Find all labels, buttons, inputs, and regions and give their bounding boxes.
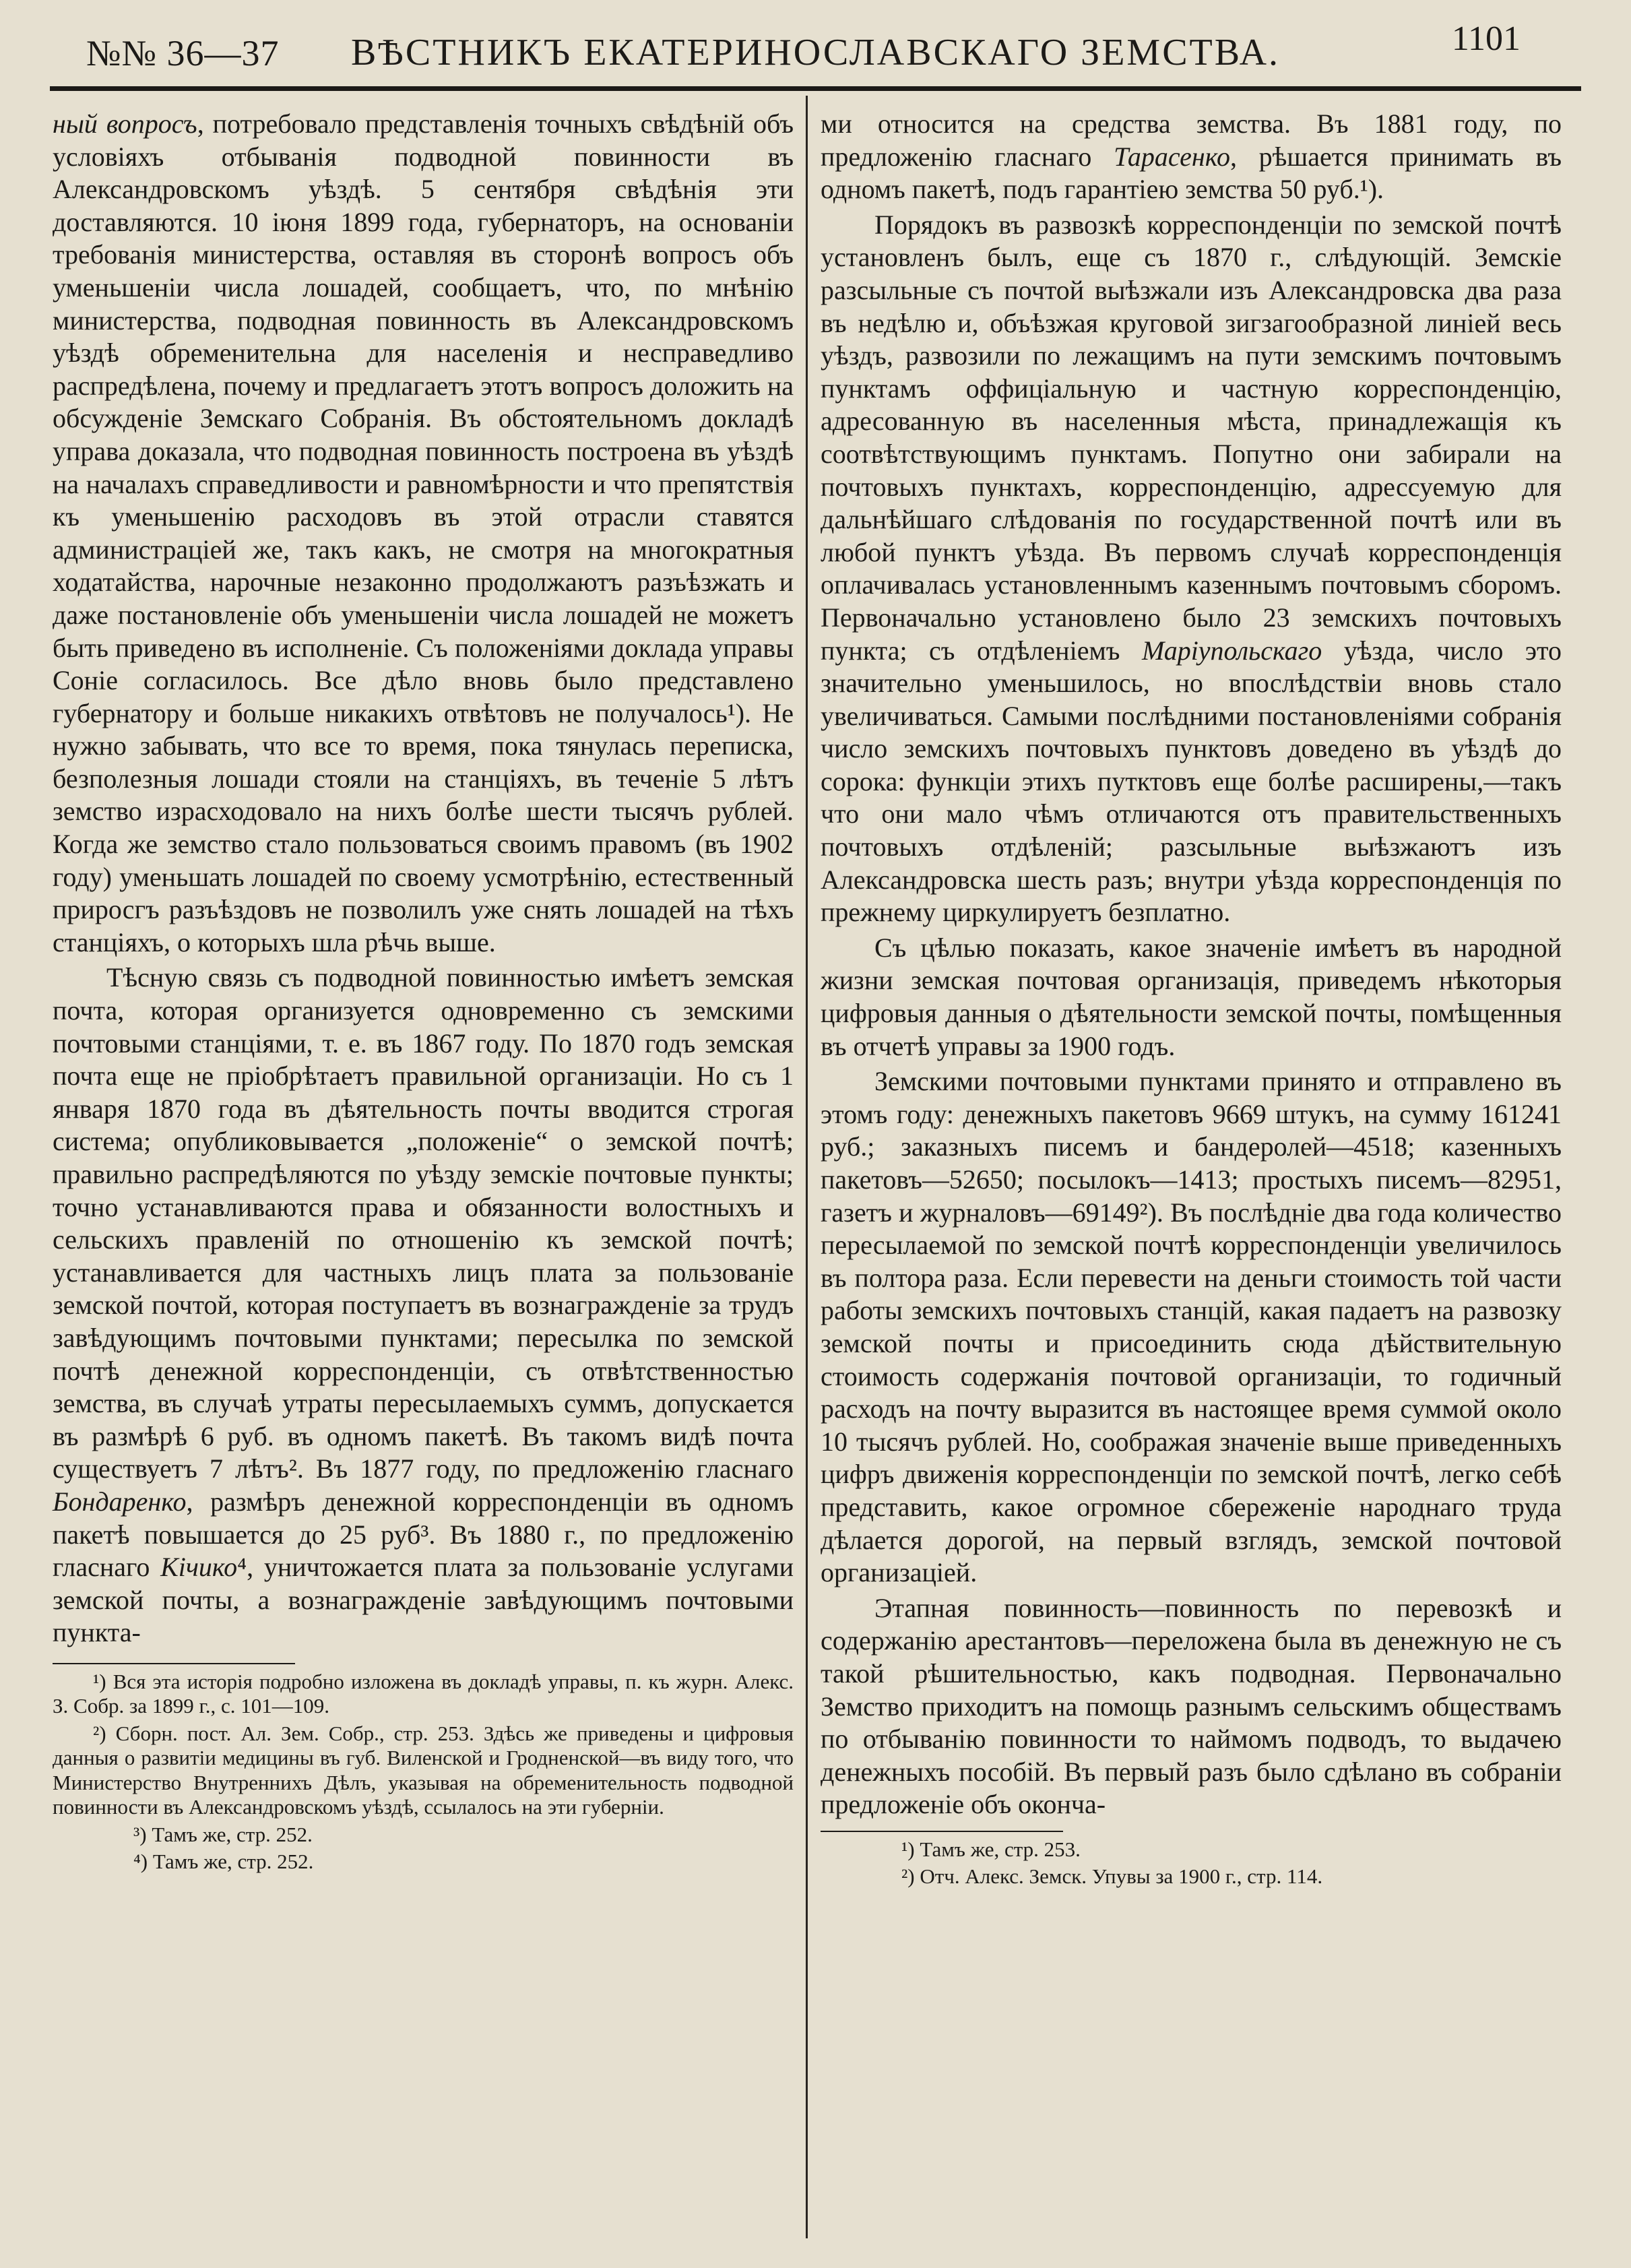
paragraph: [821, 209, 1562, 929]
footnote: ⁴) Тамъ же, стр. 252.: [133, 1850, 314, 1874]
paragraph-text: уѣзда, число это значительно уменьшилось, но впослѣдствіи вновь стало увеличиваться. Самыми послѣдними постановленіями собранія число земскихъ почтовыхъ пунктовъ доведено въ уѣздѣ до сорока: функціи этихъ путктовъ еще болѣе расширены,—такъ что они мало чѣмъ отличаются отъ правительственныхъ почтовыхъ отдѣленій; разсыльные выѣзжаютъ изъ Александровска шесть разъ; внутри уѣзда корреспонденція по прежнему циркулируетъ безплатно.: [821, 635, 1562, 928]
footnote: ²) Отч. Алекс. Земск. Упувы за 1900 г., стр. 114.: [901, 1864, 1323, 1889]
paragraph: Земскими почтовыми пунктами принято и отправлено въ этомъ году: денежныхъ пакетовъ 9669 штукъ, на сумму 161241 руб.; заказныхъ писемъ и бандеролей—4518; казенныхъ пакетовъ—52650; посылокъ—1413; простыхъ писемъ—82951, газетъ и журналовъ—69149²). Въ послѣдніе два года количество пересылаемой по земской почтѣ корреспонденціи увеличилось въ полтора раза. Если перевести на деньги стоимость той части работы земскихъ почтовыхъ станцій, какая падаетъ на развозку земской почты и присоединить сюда дѣйствительную стоимость содержанія почтовой организаціи, то годичный расходъ на почту выразится въ настоящее время суммой около 10 тысячъ рублей. Но, соображая значеніе выше приведенныхъ цифръ движенія корреспонденціи по земской почтѣ, легко себѣ представить, какое огромное сбереженіе народнаго труда дѣлается дорогой, на первый взглядъ, земской почтовой организаціей.: [821, 1066, 1562, 1588]
footnotes: [53, 1670, 794, 1875]
column-divider: [806, 96, 808, 2238]
left-column: [53, 108, 794, 1875]
italic-text: ный вопросъ: [53, 108, 197, 139]
footnote: ³) Тамъ же, стр. 252.: [133, 1822, 313, 1846]
right-column: [821, 108, 1562, 1889]
paragraph-text: , размѣръ денежной корреспонденціи въ одномъ пакетѣ повышается до 25 руб³. Въ 1880 г., по предложенію гласнаго: [53, 1486, 794, 1583]
footnote-rule: [53, 1663, 295, 1664]
journal-title: ВѢСТНИКЪ ЕКАТЕРИНОСЛАВСКАГО ЗЕМСТВА.: [350, 32, 1281, 73]
footnote-rule: [821, 1831, 1063, 1832]
paragraph: [53, 108, 794, 959]
paragraph: Съ цѣлью показать, какое значеніе имѣетъ въ народной жизни земская почтовая организація, приведемъ нѣкоторыя цифровыя данныя о дѣятельности земской почты, помѣщенныя въ отчетѣ управы за 1900 годъ.: [821, 932, 1562, 1061]
italic-name: Маріупольскаго: [1141, 635, 1322, 666]
italic-name: Тарасенко: [1114, 141, 1230, 172]
paragraph: [53, 962, 794, 1649]
paragraph: [821, 108, 1562, 206]
footnote: ¹) Тамъ же, стр. 253.: [901, 1837, 1081, 1861]
paragraph-text: , рѣшается принимать въ одномъ пакетѣ, подъ гарантіею земства 50 руб.¹).: [821, 141, 1562, 205]
paragraph-text: Порядокъ въ развозкѣ корреспонденціи по земской почтѣ установленъ былъ, еще съ 1870 г., слѣдующій. Земскіе разсыльные съ почтой выѣзжали изъ Александровска два раза въ недѣлю и, объѣзжая круговой зигзагообразной линіей весь уѣздъ, развозили по лежащимъ на пути земскимъ почтовымъ пунктамъ оффиціальную и частную корреспонденцію, адресованную въ населенныя мѣста, принадлежащія къ соотвѣтствующимъ пунктамъ. Попутно они забирали на почтовыхъ пунктахъ, корреспонденцію, адрессуемую для дальнѣйшаго слѣдованія по государственной почтѣ или въ любой пунктъ уѣзда. Въ первомъ случаѣ корреспонденція оплачивалась установленнымъ казеннымъ почтовымъ сборомъ. Первоначально установлено было 23 земскихъ почтовыхъ пункта; съ отдѣленіемъ: [821, 209, 1562, 666]
paragraph-text: Тѣсную связь съ подводной повинностью имѣетъ земская почта, которая организуется одновременно съ земскими почтовыми станціями, т. е. въ 1867 году. По 1870 годъ земская почта еще не пріобрѣтаетъ правильной организаціи. Но съ 1 января 1870 года въ дѣятельность почты вводится строгая система; опубликовывается „положеніе“ о земской почтѣ; правильно распредѣляются по уѣзду земскіе почтовые пункты; точно устанавливаются права и обязанности волостныхъ и сельскихъ правленій по отношенію къ земской почтѣ; устанавливается для частныхъ лицъ плата за пользованіе земской почтой, которая поступаетъ въ вознагражденіе за трудъ завѣдующимъ почтовыми пунктами; пересылка по земской почтѣ денежной корреспонденціи, съ отвѣтственностью земства, въ случаѣ утраты пересылаемыхъ суммъ, допускается въ размѣрѣ 6 руб. въ одномъ пакетѣ. Въ такомъ видѣ почта существуетъ 7 лѣтъ². Въ 1877 году, по предложенію гласнаго: [53, 962, 794, 1484]
page-header: [50, 15, 1581, 89]
header-rule: [50, 86, 1581, 91]
page-number: 1101: [1451, 20, 1521, 58]
footnote: ¹) Вся эта исторія подробно изложена въ докладѣ управы, п. къ журн. Алекс. З. Собр. за 1899 г., с. 101—109.: [53, 1669, 794, 1718]
italic-name: Бондаренко: [53, 1486, 187, 1517]
italic-name: Кічико: [160, 1552, 238, 1583]
footnote: ²) Сборн. пост. Ал. Зем. Собр., стр. 253. Здѣсь же приведены и цифровыя данныя о развитіи медицины въ губ. Виленской и Гродненской—въ виду того, что Министерство Внутреннихъ Дѣлъ, указывая на обременительность подводной повинности въ Александровскомъ уѣздѣ, ссылалось на эти губерніи.: [53, 1721, 794, 1819]
paragraph: Этапная повинность—повинность по перевозкѣ и содержанію арестантовъ—переложена была въ денежную не съ такой рѣшительностью, какъ подводная. Первоначально Земство приходитъ на помощь разнымъ сельскимъ обществамъ по отбыванію повинности то наймомъ подводъ, то выдачею денежныхъ пособій. Въ первый разъ было сдѣлано въ собраніи предложеніе объ оконча-: [821, 1592, 1562, 1820]
paragraph-text: , потребовало представленія точныхъ свѣдѣній объ условіяхъ отбыванія подводной повинности въ Александровскомъ уѣздѣ. 5 сентября свѣдѣнія эти доставляются. 10 іюня 1899 года, губернаторъ, на основаніи требованія министерства, оставляя въ сторонѣ вопросъ объ уменьшеніи числа лошадей, сообщаетъ, что, по мнѣнію министерства, подводная повинность въ Александровскомъ уѣздѣ обременительна для населенія и несправедливо распредѣлена, почему и предлагаетъ этотъ вопросъ доложить на обсужденіе Земскаго Собранія. Въ обстоятельномъ докладѣ управа доказала, что подводная повинность построена въ уѣздѣ на началахъ справедливости и равномѣрности и что препятствія къ уменьшенію расходовъ въ этой отрасли ставятся администраціей же, такъ какъ, не смотря на многократныя ходатайства, нарочные незаконно продолжаютъ разъѣзжать и даже постановленіе объ уменьшеніи числа лошадей не можетъ быть приведено въ исполненіе. Съ положеніями доклада управы Соніе согласилось. Все дѣло вновь было представлено губернатору и больше никакихъ отвѣтовъ не получалось¹). Не нужно забывать, что все то время, пока тянулась переписка, безполезныя лошади стояли на станціяхъ, въ теченіе 5 лѣтъ земство израсходовало на нихъ болѣе шести тысячъ рублей. Когда же земство стало пользоваться своимъ правомъ (въ 1902 году) уменьшать лошадей по своему усмотрѣнію, естественный приросгъ разъѣздовъ не позволилъ уже снять лошадей на тѣхъ станціяхъ, о которыхъ шла рѣчь выше.: [53, 108, 794, 957]
paragraph-text: ⁴, уничтожается плата за пользованіе услугами земской почты, а вознагражденіе завѣдующимъ почтовыми пункта-: [53, 1552, 794, 1648]
paragraph-text: ми относится на средства земства. Въ 1881 году, по предложенію гласнаго: [821, 108, 1562, 172]
footnotes: [821, 1837, 1562, 1889]
issue-number: №№ 36—37: [86, 33, 280, 73]
